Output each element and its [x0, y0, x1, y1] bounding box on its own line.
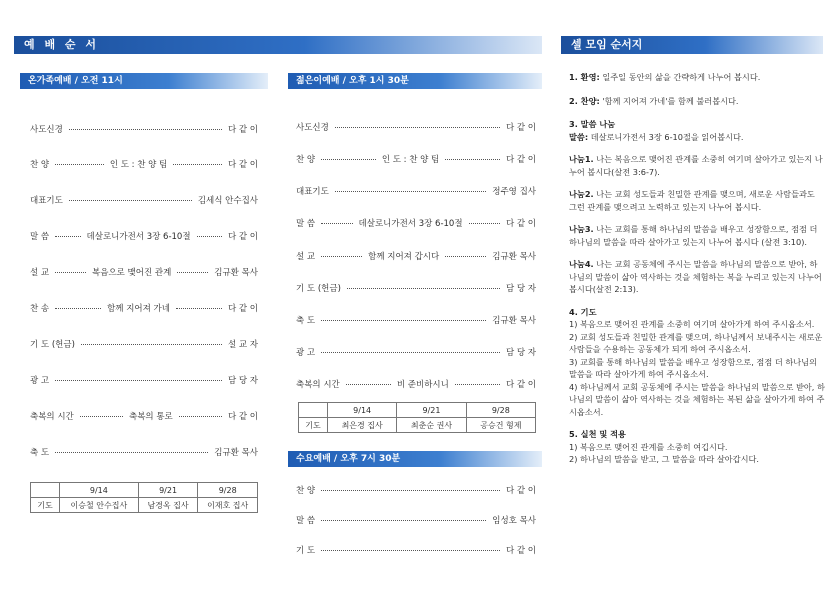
order-row [30, 302, 258, 314]
order-person: 담 당 자 [505, 348, 536, 358]
order-person: 다 같 이 [505, 546, 536, 556]
leader-dots [55, 272, 86, 273]
leader-dots [455, 384, 500, 385]
step-label: 2. 찬양: [569, 95, 600, 106]
wednesday-service-header [288, 451, 542, 467]
order-label: 찬 송 [30, 304, 50, 314]
schedule-date: 9/21 [138, 483, 198, 498]
order-person: 김규환 목사 [214, 268, 259, 278]
order-person: 다 같 이 [505, 380, 536, 390]
order-row [296, 153, 536, 165]
leader-dots [179, 416, 222, 417]
step-label: 1. 환영: [569, 72, 600, 82]
sharing-text: 나는 교회 공동체에 주시는 말씀을 하나님의 말씀으로 받아, 하나님의 말씀이 삶아 역사하는 것을 체험하는 복을 누리고 있는지 나누어 봅시다(살전 2:13). [569, 259, 822, 294]
leader-dots [55, 164, 104, 165]
order-label: 기 도 [296, 546, 316, 556]
prayer-item: 1) 복음으로 맺어진 관계를 소중히 여기며 살아가게 하여 주시옵소서. [569, 319, 815, 329]
order-label: 찬 양 [296, 155, 316, 165]
prayer-item: 2) 교회 성도들과 친밀한 관계를 맺으며, 하나님께서 보내주시는 새로운 사람들을 수용하는 공동체가 되게 하여 주시옵소서. [569, 331, 823, 354]
order-person: 김세식 안수집사 [197, 196, 258, 206]
schedule-role: 기도 [31, 498, 60, 513]
sharing-2 [569, 188, 825, 213]
schedule-date: 9/21 [397, 403, 466, 418]
order-detail: 비 준비하시니 [396, 380, 449, 390]
prayer-item: 3) 교회를 통해 하나님의 말씀을 배우고 성장함으로, 점점 더 하나님의 말씀을 따라 살아가게 하여 주시옵소서. [569, 356, 817, 379]
cell-order-title: 셀 모임 순서지 [571, 38, 643, 51]
order-label: 말 씀 [30, 232, 50, 242]
order-label: 대표기도 [30, 196, 63, 206]
order-label: 축복의 시간 [30, 412, 74, 422]
order-label: 기 도 (헌금) [30, 340, 75, 350]
apply-item: 1) 복음으로 맺어진 관계를 소중히 여깁시다. [569, 441, 728, 452]
leader-dots [321, 223, 352, 224]
cell-step-apply [569, 428, 825, 466]
order-person: 다 같 이 [227, 125, 258, 135]
sharing-3 [569, 223, 825, 248]
leader-dots [55, 236, 80, 237]
leader-dots [335, 127, 500, 128]
schedule-date: 9/14 [328, 403, 397, 418]
order-detail: 데살로니가전서 3장 6-10절 [358, 219, 463, 229]
leader-dots [173, 164, 222, 165]
order-row [30, 410, 258, 422]
prayer-item: 4) 하나님께서 교회 공동체에 주시는 말씀을 하나님의 말씀으로 받아, 하나님의 말씀이 삶아 역사하는 것을 체험하는 복된 삶을 살아가게 하여 주시옵소서. [569, 381, 825, 417]
leader-dots [177, 272, 208, 273]
step-text: 일주일 동안의 삶을 간략하게 나누어 봅시다. [599, 72, 761, 82]
order-row [296, 514, 536, 526]
order-row [296, 484, 536, 496]
leader-dots [469, 223, 500, 224]
order-detail: 데살로니가전서 3장 6-10절 [86, 232, 191, 242]
order-row [30, 194, 258, 206]
leader-dots [81, 344, 222, 345]
schedule-name: 공승건 형제 [466, 418, 535, 433]
order-person: 김규환 목사 [214, 448, 258, 458]
leader-dots [445, 256, 486, 257]
leader-dots [335, 191, 486, 192]
leader-dots [80, 416, 123, 417]
order-person: 정주영 집사 [492, 187, 536, 197]
step-label: 말씀: [569, 131, 589, 142]
order-label: 대표기도 [296, 187, 329, 197]
leader-dots [69, 129, 222, 130]
leader-dots [197, 236, 222, 237]
order-label: 찬 양 [296, 486, 316, 496]
schedule-date-row [299, 403, 536, 418]
leader-dots [321, 352, 500, 353]
step-text: 데살로니가전서 3장 6-10절을 읽어봅시다. [588, 131, 744, 142]
order-label: 사도신경 [30, 125, 63, 135]
order-label: 말 씀 [296, 219, 316, 229]
worship-order-title-bar [14, 36, 542, 54]
schedule-name: 남경옥 집사 [138, 498, 198, 513]
worship-order-title: 예 배 순 서 [24, 38, 99, 51]
cell-step-word [569, 118, 825, 143]
sharing-label: 나눔2. [569, 189, 594, 199]
young-service-title: 젊은이예배 / 오후 1시 30분 [296, 76, 409, 86]
apply-item: 2) 하나님의 말씀을 받고, 그 말씀을 따라 살아갑시다. [569, 454, 760, 464]
order-detail: 축복의 통로 [128, 412, 173, 422]
order-label: 찬 양 [30, 160, 50, 170]
leader-dots [55, 452, 208, 453]
young-prayer-schedule [298, 402, 536, 433]
order-detail: 함께 지어져 갑시다 [368, 252, 440, 262]
order-label: 축 도 [30, 448, 50, 458]
cell-guide [569, 71, 825, 466]
schedule-name-row [31, 498, 258, 513]
order-person: 다 같 이 [505, 219, 536, 229]
order-label: 사도신경 [296, 123, 329, 133]
order-person: 담 당 자 [227, 376, 258, 386]
order-detail: 함께 지어져 가네 [107, 304, 170, 314]
sharing-1 [569, 153, 825, 178]
order-row [30, 230, 258, 242]
order-row [30, 266, 258, 278]
order-label: 광 고 [30, 376, 50, 386]
leader-dots [321, 320, 486, 321]
order-detail: 복음으로 맺어진 관계 [92, 268, 172, 278]
order-person: 다 같 이 [227, 412, 259, 422]
morning-service-header [20, 73, 268, 89]
order-row [30, 123, 258, 135]
order-row [30, 446, 258, 458]
order-row [30, 374, 258, 386]
step-title: 4. 기도 [569, 306, 597, 317]
order-person: 김규환 목사 [492, 316, 536, 326]
leader-dots [321, 490, 500, 491]
order-person: 설 교 자 [227, 340, 258, 350]
leader-dots [445, 159, 500, 160]
sharing-text: 나는 교회 성도들과 친밀한 관계를 맺으며, 새로운 사람들과도 그런 관계를 맺으려고 노력하고 있는지 나누어 봅시다. [569, 189, 815, 212]
step-title: 3. 말씀 나눔 [569, 119, 616, 129]
morning-prayer-schedule [30, 482, 258, 513]
order-label: 설 교 [296, 252, 316, 262]
morning-service-title: 온가족예배 / 오전 11시 [28, 76, 123, 86]
order-person: 김규환 목사 [492, 252, 537, 262]
schedule-date: 9/14 [60, 483, 139, 498]
order-person: 다 같 이 [505, 123, 536, 133]
schedule-date-row [31, 483, 258, 498]
order-label: 축복의 시간 [296, 380, 340, 390]
order-row [296, 250, 536, 262]
cell-order-title-bar [561, 36, 823, 54]
order-person: 담 당 자 [505, 284, 536, 294]
order-person: 다 같 이 [505, 486, 536, 496]
order-row [296, 378, 536, 390]
leader-dots [55, 380, 222, 381]
schedule-name: 이재호 집사 [198, 498, 258, 513]
step-title: 5. 실천 및 적용 [569, 429, 626, 439]
order-row [30, 158, 258, 170]
order-label: 설 교 [30, 268, 50, 278]
order-person: 다 같 이 [227, 232, 258, 242]
order-detail: 인 도 : 찬 양 팀 [381, 155, 440, 165]
leader-dots [176, 308, 222, 309]
order-row [296, 314, 536, 326]
schedule-name: 최은경 집사 [328, 418, 397, 433]
leader-dots [347, 288, 500, 289]
order-row [296, 544, 536, 556]
sharing-label: 나눔3. [569, 224, 594, 234]
schedule-date: 9/28 [198, 483, 258, 498]
schedule-date: 9/28 [466, 403, 535, 418]
order-label: 말 씀 [296, 516, 316, 526]
cell-step-praise [569, 95, 825, 108]
sharing-text: 나는 교회를 통해 하나님의 말씀을 배우고 성장함으로, 점점 더 하나님의 말씀을 따라 살아가고 있는지 나누어 봅시다 (살전 3:10). [569, 224, 818, 247]
order-person: 다 같 이 [505, 155, 537, 165]
order-label: 광 고 [296, 348, 316, 358]
order-label: 축 도 [296, 316, 316, 326]
leader-dots [69, 200, 192, 201]
sharing-4 [569, 258, 825, 296]
schedule-role: 기도 [299, 418, 328, 433]
order-label: 기 도 (헌금) [296, 284, 341, 294]
order-row [296, 185, 536, 197]
order-detail: 인 도 : 찬 양 팀 [109, 160, 168, 170]
order-person: 다 같 이 [227, 160, 259, 170]
sharing-label: 나눔4. [569, 259, 594, 269]
wednesday-service-title: 수요예배 / 오후 7시 30분 [296, 454, 401, 464]
young-service-header [288, 73, 542, 89]
order-person: 다 같 이 [227, 304, 258, 314]
order-row [296, 217, 536, 229]
schedule-name: 최춘순 권사 [397, 418, 466, 433]
cell-step-prayer [569, 306, 825, 419]
cell-step-welcome [569, 71, 825, 84]
leader-dots [321, 256, 362, 257]
sharing-text: 나는 복음으로 맺어진 관계를 소중히 여기며 살아가고 있는지 나누어 봅시다(살전 3:6-7). [569, 154, 823, 177]
schedule-corner-cell [31, 483, 60, 498]
leader-dots [321, 159, 376, 160]
order-row [296, 121, 536, 133]
sharing-label: 나눔1. [569, 154, 594, 164]
step-text: '함께 지어져 가네'를 함께 불러봅시다. [599, 95, 739, 106]
order-row [296, 346, 536, 358]
order-row [30, 338, 258, 350]
leader-dots [321, 550, 500, 551]
schedule-name: 이승철 안수집사 [60, 498, 139, 513]
schedule-name-row [299, 418, 536, 433]
order-person: 임성호 목사 [492, 516, 536, 526]
leader-dots [55, 308, 101, 309]
leader-dots [321, 520, 486, 521]
order-row [296, 282, 536, 294]
leader-dots [346, 384, 391, 385]
schedule-corner-cell [299, 403, 328, 418]
